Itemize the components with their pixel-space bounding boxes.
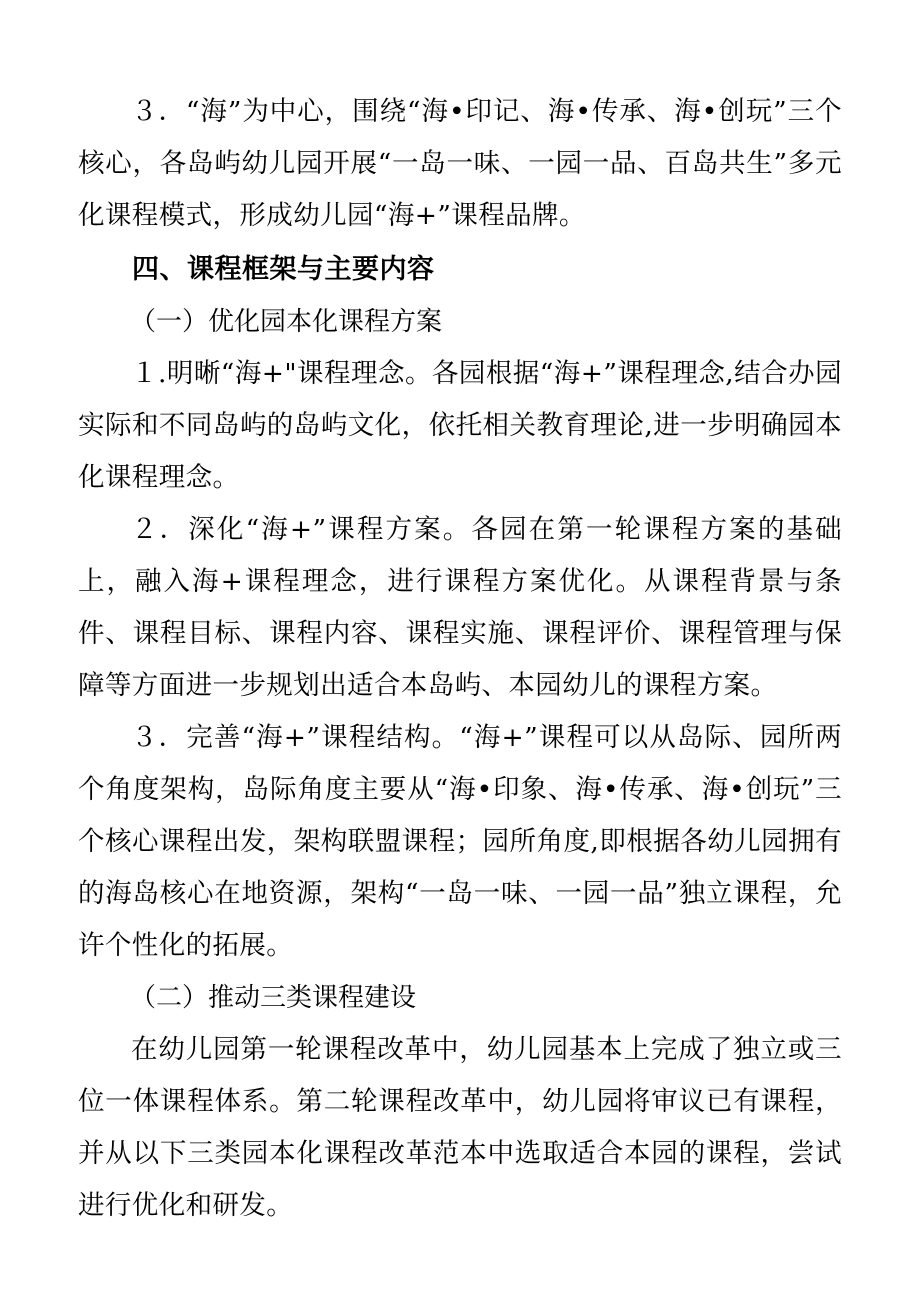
heading-section-four: 四、课程框架与主要内容 [132, 254, 435, 284]
subheading-optimize-plan: （一）优化园本化课程方案 [130, 307, 443, 336]
paragraph-improve-structure: ３．完善“海+”课程结构。“海+”课程可以从岛际、园所两个角度架构，岛际角度主要从“海•印象、海•传承、海•创玩”三个核心课程出发，架构联盟课程；园所角度,即根据各幼儿园拥有的海岛核心在地资源，架构“一岛一味、一园一品”独立课程，允许个性化的拓展。 [78, 722, 842, 961]
paragraph-hai-center: ３．“海”为中心，围绕“海•印记、海•传承、海•创玩”三个核心，各岛屿幼儿园开展“一岛一味、一园一品、百岛共生”多元化课程模式，形成幼儿园“海+”课程品牌。 [78, 96, 842, 231]
paragraph-promote-construction: 在幼儿园第一轮课程改革中，幼儿园基本上完成了独立或三位一体课程体系。第二轮课程改革中，幼儿园将审议已有课程，并从以下三类园本化课程改革范本中选取适合本园的课程，尝试进行优化和研发。 [78, 1034, 842, 1221]
subheading-three-course-types: （二）推动三类课程建设 [130, 983, 417, 1012]
paragraph-deepen-plan: ２．深化“海+”课程方案。各园在第一轮课程方案的基础上，融入海+课程理念，进行课程方案优化。从课程背景与条件、课程目标、课程内容、课程实施、课程评价、课程管理与保障等方面进一步规划出适合本岛屿、本园幼儿的课程方案。 [78, 514, 842, 701]
paragraph-clarify-concept: １.明晰“海+"课程理念。各园根据“海+”课程理念,结合办园实际和不同岛屿的岛屿文化，依托相关教育理论,进一步明确园本化课程理念。 [78, 358, 842, 493]
